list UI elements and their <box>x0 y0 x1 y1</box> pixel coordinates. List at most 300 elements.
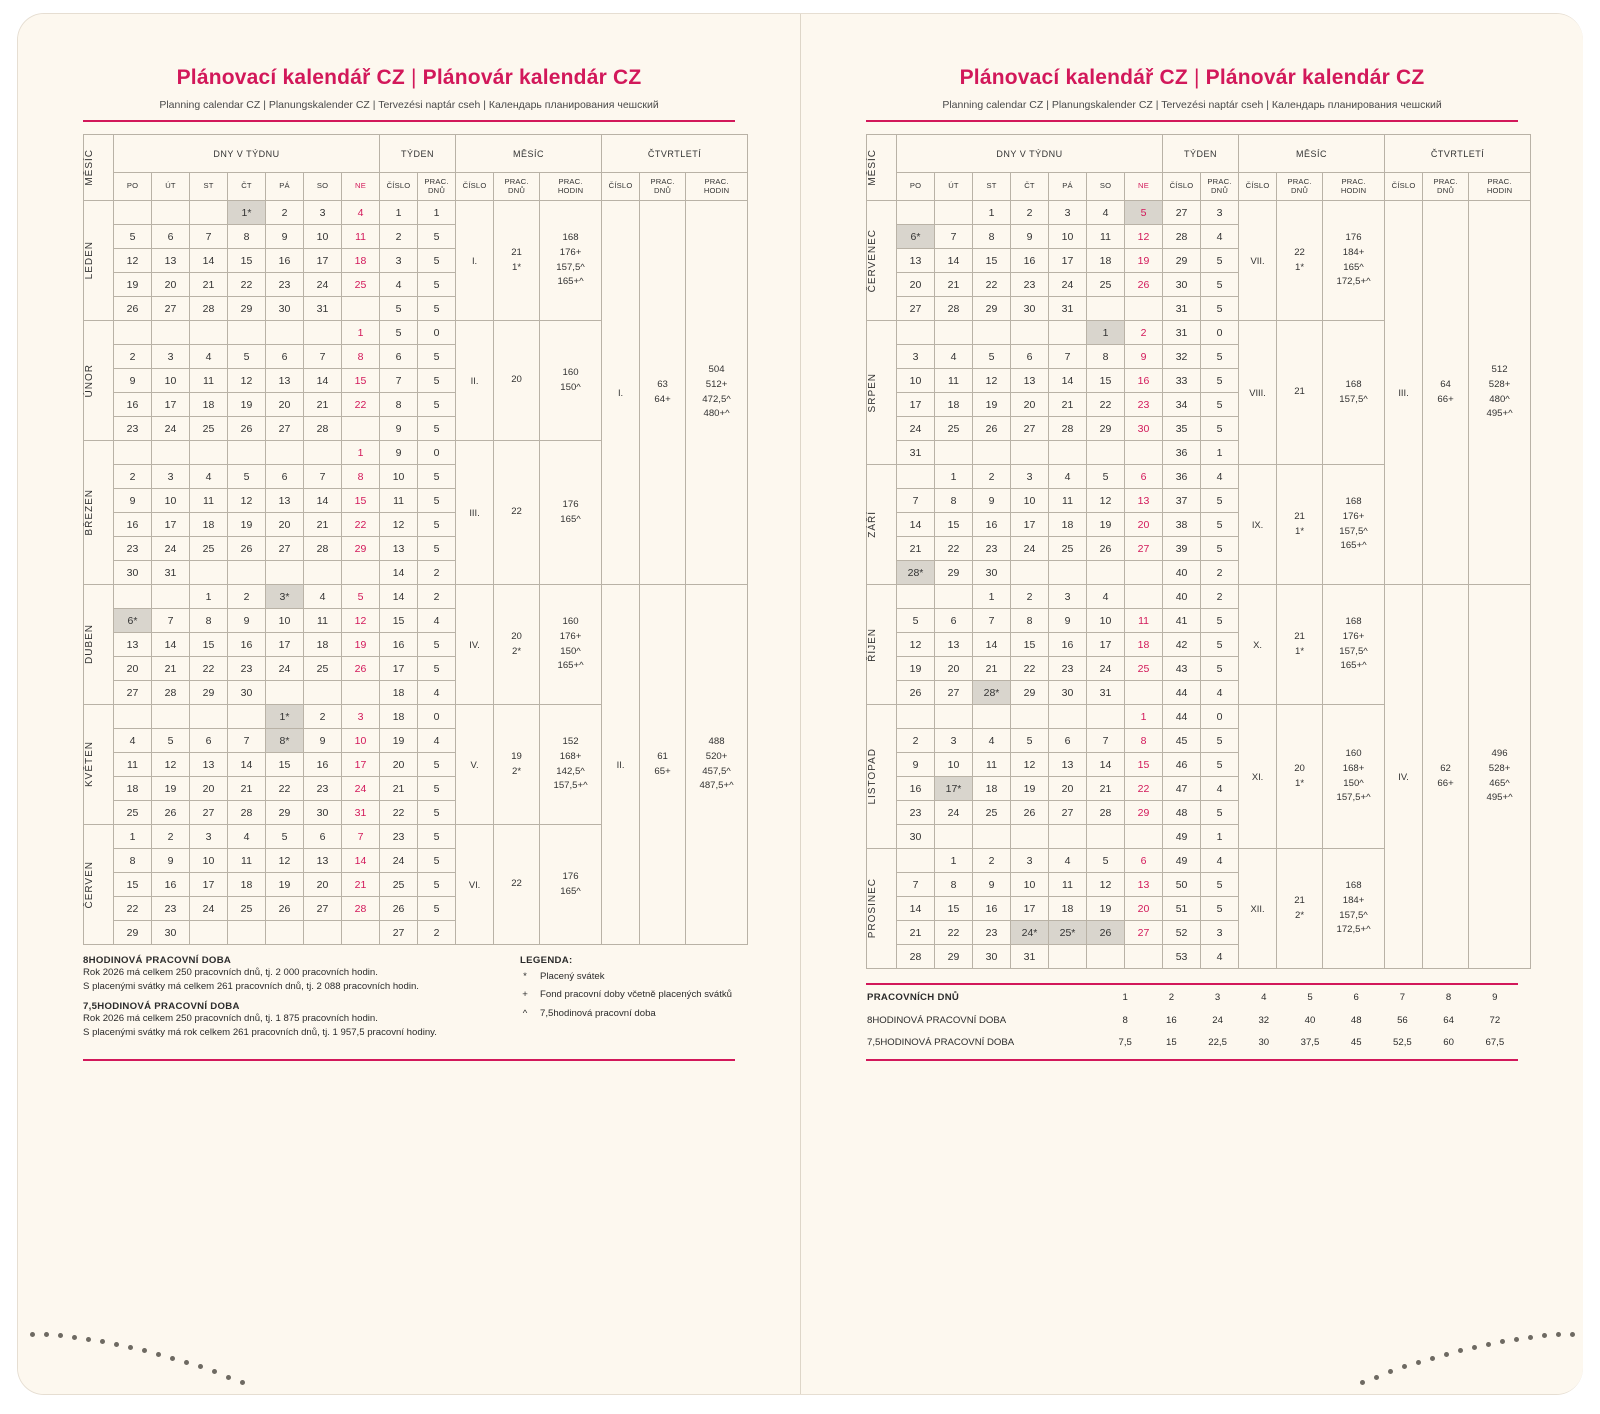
summary-day-count: 5 <box>1307 991 1313 1003</box>
day-cell <box>1087 297 1125 321</box>
summary-day-count: 2 <box>1168 991 1175 1003</box>
day-cell: 27 <box>114 681 152 705</box>
day-cell <box>152 705 190 729</box>
day-cell: 2 <box>1011 585 1049 609</box>
header-quarter-group: ČTVRTLETÍ <box>1385 135 1531 173</box>
week-number-cell: 25 <box>380 873 418 897</box>
week-workdays-cell: 5 <box>1201 393 1239 417</box>
day-cell: 17 <box>342 753 380 777</box>
day-cell <box>897 705 935 729</box>
day-cell: 20 <box>1049 777 1087 801</box>
day-cell: 23 <box>114 537 152 561</box>
week-workdays-cell: 5 <box>418 249 456 273</box>
day-cell <box>1087 561 1125 585</box>
week-workdays-cell: 5 <box>418 849 456 873</box>
week-workdays-cell: 5 <box>418 633 456 657</box>
bottom-rule-left <box>83 1059 735 1061</box>
day-cell: 9 <box>304 729 342 753</box>
day-cell: 26 <box>228 417 266 441</box>
week-workdays-cell: 2 <box>418 561 456 585</box>
month-workhours-cell: 168 176+ 157,5^ 165+^ <box>1323 585 1385 705</box>
day-cell <box>1125 561 1163 585</box>
day-cell <box>1011 825 1049 849</box>
week-number-cell: 18 <box>380 705 418 729</box>
day-cell: 10 <box>1087 609 1125 633</box>
month-workdays-cell: 22 <box>494 441 540 585</box>
day-cell: 10 <box>152 369 190 393</box>
day-cell: 7 <box>342 825 380 849</box>
quarter-workhours-cell: 488 520+ 457,5^ 487,5+^ <box>686 585 748 945</box>
month-workhours-cell: 160 168+ 150^ 157,5+^ <box>1323 705 1385 849</box>
day-cell: 27 <box>1125 921 1163 945</box>
week-number-cell: 27 <box>1163 201 1201 225</box>
week-workdays-cell: 3 <box>1201 201 1239 225</box>
day-cell: 9 <box>114 489 152 513</box>
week-workdays-cell: 3 <box>1201 921 1239 945</box>
day-cell: 8 <box>190 609 228 633</box>
month-workdays-cell: 19 2* <box>494 705 540 825</box>
day-cell: 20 <box>1125 897 1163 921</box>
day-cell: 8 <box>342 465 380 489</box>
day-cell: 8 <box>935 873 973 897</box>
day-cell: 14 <box>304 369 342 393</box>
week-number-cell: 21 <box>380 777 418 801</box>
day-cell: 13 <box>935 633 973 657</box>
day-cell: 3 <box>190 825 228 849</box>
header-day-pá: PÁ <box>1049 173 1087 201</box>
day-cell: 24 <box>935 801 973 825</box>
calendar-table-left-holder <box>83 134 735 945</box>
week-workdays-cell: 5 <box>1201 249 1239 273</box>
day-cell: 9 <box>152 849 190 873</box>
day-cell: 25* <box>1049 921 1087 945</box>
week-workdays-cell: 5 <box>418 369 456 393</box>
day-cell: 3 <box>1049 201 1087 225</box>
day-cell: 21 <box>935 273 973 297</box>
quarter-roman-cell: III. <box>1385 201 1423 585</box>
day-cell: 21 <box>897 537 935 561</box>
day-cell: 17 <box>1011 897 1049 921</box>
day-cell: 17* <box>935 777 973 801</box>
day-cell: 14 <box>1087 753 1125 777</box>
day-cell: 4 <box>973 729 1011 753</box>
title-separator-right: | <box>1193 66 1200 89</box>
month-workdays-cell: 20 <box>494 321 540 441</box>
day-cell: 5 <box>897 609 935 633</box>
day-cell: 24 <box>304 273 342 297</box>
week-workdays-cell: 5 <box>418 801 456 825</box>
week-number-cell: 22 <box>380 801 418 825</box>
month-workdays-cell: 22 <box>494 825 540 945</box>
day-cell: 22 <box>935 921 973 945</box>
day-cell: 29 <box>1011 681 1049 705</box>
day-cell: 25 <box>114 801 152 825</box>
month-roman-cell: V. <box>456 705 494 825</box>
header-day-st: ST <box>973 173 1011 201</box>
day-cell: 20 <box>304 873 342 897</box>
day-cell: 22 <box>342 393 380 417</box>
day-cell: 9 <box>1049 609 1087 633</box>
header-month-workdays: PRAC. DNŮ <box>1277 173 1323 201</box>
week-workdays-cell: 1 <box>1201 441 1239 465</box>
day-cell: 13 <box>152 249 190 273</box>
day-cell: 12 <box>228 369 266 393</box>
day-cell: 5 <box>152 729 190 753</box>
day-cell <box>342 921 380 945</box>
quarter-roman-cell: I. <box>602 201 640 585</box>
day-cell <box>935 825 973 849</box>
day-cell: 27 <box>897 297 935 321</box>
right-page <box>800 14 1583 1394</box>
legend-text: Fond pracovní doby včetně placených svátků <box>540 989 732 1001</box>
week-number-cell: 17 <box>380 657 418 681</box>
day-cell: 28 <box>935 297 973 321</box>
day-cell: 17 <box>152 393 190 417</box>
day-cell: 18 <box>190 513 228 537</box>
week-number-cell: 35 <box>1163 417 1201 441</box>
month-workhours-cell: 160 150^ <box>540 321 602 441</box>
day-cell <box>266 921 304 945</box>
week-number-cell: 12 <box>380 513 418 537</box>
day-cell: 1 <box>1125 705 1163 729</box>
day-cell: 1 <box>973 201 1011 225</box>
day-cell: 22 <box>1011 657 1049 681</box>
day-cell: 4 <box>1049 849 1087 873</box>
day-cell: 11 <box>114 753 152 777</box>
day-cell: 22 <box>1125 777 1163 801</box>
page-subtitle-right: Planning calendar CZ | Planungskalender CZ | Tervezési naptár cseh | Календарь планирования чешский <box>942 99 1442 111</box>
day-cell: 16 <box>973 513 1011 537</box>
day-cell: 6 <box>1011 345 1049 369</box>
day-cell: 1 <box>114 825 152 849</box>
day-cell: 17 <box>304 249 342 273</box>
day-cell: 3 <box>1011 465 1049 489</box>
day-cell: 9 <box>897 753 935 777</box>
day-cell: 18 <box>1125 633 1163 657</box>
header-quarter-workhours: PRAC. HODIN <box>1469 173 1531 201</box>
day-cell <box>190 921 228 945</box>
day-cell: 7 <box>935 225 973 249</box>
day-cell <box>1049 321 1087 345</box>
day-cell: 27 <box>266 417 304 441</box>
day-cell <box>897 465 935 489</box>
quarter-roman-cell: IV. <box>1385 585 1423 969</box>
summary-hours-8: 16 <box>1166 1014 1177 1026</box>
day-cell: 9 <box>114 369 152 393</box>
month-label-3: DUBEN <box>84 585 114 705</box>
week-number-cell: 14 <box>380 561 418 585</box>
week-number-cell: 9 <box>380 441 418 465</box>
summary-day-count: 7 <box>1399 991 1406 1003</box>
day-cell: 17 <box>897 393 935 417</box>
day-cell: 21 <box>1049 393 1087 417</box>
day-cell <box>228 321 266 345</box>
day-cell: 24 <box>1049 273 1087 297</box>
month-label-1: ÚNOR <box>84 321 114 441</box>
week-workdays-cell: 4 <box>418 681 456 705</box>
day-cell <box>266 441 304 465</box>
header-quarter-workdays: PRAC. DNŮ <box>640 173 686 201</box>
month-workhours-cell: 176 165^ <box>540 441 602 585</box>
day-cell: 10 <box>342 729 380 753</box>
day-cell: 11 <box>342 225 380 249</box>
day-cell: 28 <box>1049 417 1087 441</box>
day-cell: 4 <box>304 585 342 609</box>
day-cell: 20 <box>266 513 304 537</box>
month-roman-cell: VII. <box>1239 201 1277 321</box>
header-month-number: ČÍSLO <box>456 173 494 201</box>
day-cell: 17 <box>1049 249 1087 273</box>
day-cell <box>935 585 973 609</box>
table-row <box>84 585 748 609</box>
day-cell: 14 <box>973 633 1011 657</box>
day-cell: 24 <box>342 777 380 801</box>
calendar-spread <box>18 14 1582 1394</box>
day-cell <box>190 201 228 225</box>
month-label-5: ČERVEN <box>84 825 114 945</box>
month-workdays-cell: 20 1* <box>1277 705 1323 849</box>
title-main-right: Plánovací kalendář CZ <box>959 66 1188 89</box>
day-cell: 7 <box>973 609 1011 633</box>
day-cell: 22 <box>228 273 266 297</box>
calendar-table-right-holder <box>866 134 1518 969</box>
day-cell: 19 <box>152 777 190 801</box>
day-cell: 8 <box>1087 345 1125 369</box>
day-cell: 2 <box>1125 321 1163 345</box>
week-workdays-cell: 5 <box>1201 489 1239 513</box>
day-cell: 29 <box>935 945 973 969</box>
day-cell: 17 <box>152 513 190 537</box>
footnote-block <box>83 955 502 995</box>
month-workhours-cell: 168 176+ 157,5^ 165+^ <box>540 201 602 321</box>
day-cell: 8 <box>1125 729 1163 753</box>
day-cell <box>190 561 228 585</box>
day-cell: 12 <box>1087 873 1125 897</box>
day-cell: 27 <box>266 537 304 561</box>
week-workdays-cell: 5 <box>1201 609 1239 633</box>
week-workdays-cell: 5 <box>418 825 456 849</box>
day-cell: 2 <box>973 849 1011 873</box>
header-weekdays-group: DNY V TÝDNU <box>897 135 1163 173</box>
day-cell: 20 <box>1011 393 1049 417</box>
week-workdays-cell: 5 <box>1201 369 1239 393</box>
header-week-workdays: PRAC. DNŮ <box>418 173 456 201</box>
quarter-workdays-cell: 61 65+ <box>640 585 686 945</box>
day-cell <box>897 585 935 609</box>
day-cell: 9 <box>973 489 1011 513</box>
summary-day-count: 3 <box>1214 991 1221 1003</box>
week-number-cell: 49 <box>1163 825 1201 849</box>
day-cell: 2 <box>266 201 304 225</box>
day-cell: 4 <box>1087 201 1125 225</box>
day-cell <box>228 705 266 729</box>
week-workdays-cell: 2 <box>1201 585 1239 609</box>
day-cell: 11 <box>1049 873 1087 897</box>
week-number-cell: 31 <box>1163 321 1201 345</box>
day-cell: 19 <box>897 657 935 681</box>
month-roman-cell: II. <box>456 321 494 441</box>
day-cell: 14 <box>190 249 228 273</box>
day-cell: 19 <box>1087 897 1125 921</box>
day-cell: 1* <box>266 705 304 729</box>
header-month-group: MĚSÍC <box>1239 135 1385 173</box>
day-cell <box>935 705 973 729</box>
week-workdays-cell: 5 <box>1201 513 1239 537</box>
day-cell <box>152 441 190 465</box>
month-workhours-cell: 168 184+ 157,5^ 172,5+^ <box>1323 849 1385 969</box>
day-cell: 25 <box>342 273 380 297</box>
summary-row-label-75h: 7,5HODINOVÁ PRACOVNÍ DOBA <box>867 1036 1015 1048</box>
day-cell: 2 <box>228 585 266 609</box>
day-cell <box>114 585 152 609</box>
week-number-cell: 51 <box>1163 897 1201 921</box>
week-number-cell: 40 <box>1163 585 1201 609</box>
week-workdays-cell: 0 <box>1201 705 1239 729</box>
header-month: MĚSÍC <box>867 135 897 201</box>
week-workdays-cell: 5 <box>418 465 456 489</box>
month-roman-cell: IV. <box>456 585 494 705</box>
day-cell: 5 <box>1087 849 1125 873</box>
header-quarter-workhours: PRAC. HODIN <box>686 173 748 201</box>
day-cell: 11 <box>935 369 973 393</box>
day-cell: 21 <box>228 777 266 801</box>
day-cell: 15 <box>935 897 973 921</box>
day-cell <box>1011 321 1049 345</box>
day-cell: 3* <box>266 585 304 609</box>
day-cell: 15 <box>935 513 973 537</box>
day-cell: 4 <box>190 465 228 489</box>
day-cell: 28* <box>897 561 935 585</box>
summary-hours-75: 45 <box>1350 1036 1362 1048</box>
day-cell: 12 <box>152 753 190 777</box>
day-cell: 8 <box>1011 609 1049 633</box>
week-number-cell: 14 <box>380 585 418 609</box>
summary-hours-8: 8 <box>1122 1014 1128 1026</box>
day-cell: 12 <box>1087 489 1125 513</box>
day-cell: 18 <box>190 393 228 417</box>
day-cell: 10 <box>1011 489 1049 513</box>
left-page <box>18 14 800 1394</box>
day-cell: 26 <box>973 417 1011 441</box>
day-cell: 4 <box>935 345 973 369</box>
title-rule-left <box>83 120 735 122</box>
summary-day-count: 1 <box>1122 991 1128 1003</box>
month-roman-cell: VIII. <box>1239 321 1277 465</box>
week-workdays-cell: 0 <box>418 441 456 465</box>
day-cell: 21 <box>342 873 380 897</box>
month-label-3: ŘÍJEN <box>867 585 897 705</box>
week-workdays-cell: 1 <box>1201 825 1239 849</box>
day-cell: 23 <box>152 897 190 921</box>
day-cell: 16 <box>304 753 342 777</box>
week-workdays-cell: 5 <box>1201 537 1239 561</box>
day-cell <box>152 321 190 345</box>
week-workdays-cell: 5 <box>1201 417 1239 441</box>
day-cell: 2 <box>152 825 190 849</box>
day-cell: 13 <box>1125 489 1163 513</box>
day-cell <box>266 561 304 585</box>
day-cell: 6* <box>897 225 935 249</box>
header-month-group: MĚSÍC <box>456 135 602 173</box>
day-cell: 14 <box>897 897 935 921</box>
day-cell: 15 <box>342 369 380 393</box>
header-day-čt: ČT <box>228 173 266 201</box>
day-cell: 21 <box>897 921 935 945</box>
day-cell: 30 <box>266 297 304 321</box>
week-number-cell: 20 <box>380 753 418 777</box>
week-number-cell: 9 <box>380 417 418 441</box>
day-cell: 12 <box>1125 225 1163 249</box>
week-number-cell: 36 <box>1163 465 1201 489</box>
day-cell: 10 <box>152 489 190 513</box>
week-workdays-cell: 5 <box>1201 729 1239 753</box>
day-cell <box>935 441 973 465</box>
day-cell <box>114 321 152 345</box>
week-number-cell: 53 <box>1163 945 1201 969</box>
day-cell: 23 <box>1049 657 1087 681</box>
day-cell <box>1125 825 1163 849</box>
summary-day-count: 4 <box>1261 991 1267 1003</box>
day-cell: 1 <box>935 849 973 873</box>
summary-hours-75: 67,5 <box>1485 1036 1505 1048</box>
week-number-cell: 5 <box>380 297 418 321</box>
day-cell: 13 <box>304 849 342 873</box>
day-cell: 2 <box>304 705 342 729</box>
month-roman-cell: I. <box>456 201 494 321</box>
day-cell <box>973 705 1011 729</box>
month-roman-cell: III. <box>456 441 494 585</box>
summary-hours-75: 22,5 <box>1208 1036 1227 1048</box>
day-cell: 20 <box>897 273 935 297</box>
header-quarter-group: ČTVRTLETÍ <box>602 135 748 173</box>
week-workdays-cell: 4 <box>418 609 456 633</box>
day-cell: 21 <box>973 657 1011 681</box>
month-label-4: KVĚTEN <box>84 705 114 825</box>
day-cell: 14 <box>897 513 935 537</box>
week-workdays-cell: 2 <box>1201 561 1239 585</box>
day-cell: 17 <box>1011 513 1049 537</box>
day-cell <box>266 321 304 345</box>
week-workdays-cell: 5 <box>1201 897 1239 921</box>
day-cell: 10 <box>1049 225 1087 249</box>
week-workdays-cell: 0 <box>1201 321 1239 345</box>
day-cell: 2 <box>897 729 935 753</box>
week-workdays-cell: 5 <box>1201 297 1239 321</box>
legend-item <box>520 1007 735 1021</box>
day-cell <box>935 321 973 345</box>
day-cell <box>1011 441 1049 465</box>
week-number-cell: 4 <box>380 273 418 297</box>
footnote-line: S placenými svátky má celkem 261 pracovních dnů, tj. 2 088 pracovních hodin. <box>83 981 419 993</box>
day-cell <box>342 561 380 585</box>
summary-hours-8: 56 <box>1397 1014 1408 1026</box>
footnote-line: Rok 2026 má celkem 250 pracovních dnů, tj. 2 000 pracovních hodin. <box>83 967 378 978</box>
day-cell: 13 <box>114 633 152 657</box>
day-cell: 19 <box>1087 513 1125 537</box>
day-cell <box>935 201 973 225</box>
day-cell: 8* <box>266 729 304 753</box>
legend-text: 7,5hodinová pracovní doba <box>540 1007 656 1019</box>
summary-row-label-8h: 8HODINOVÁ PRACOVNÍ DOBA <box>867 1014 1007 1026</box>
day-cell: 11 <box>190 369 228 393</box>
summary-hours-75: 15 <box>1166 1036 1177 1048</box>
day-cell <box>897 201 935 225</box>
week-number-cell: 44 <box>1163 705 1201 729</box>
week-number-cell: 3 <box>380 249 418 273</box>
summary-hours-8: 72 <box>1489 1014 1501 1026</box>
day-cell: 27 <box>1049 801 1087 825</box>
day-cell: 28 <box>228 801 266 825</box>
